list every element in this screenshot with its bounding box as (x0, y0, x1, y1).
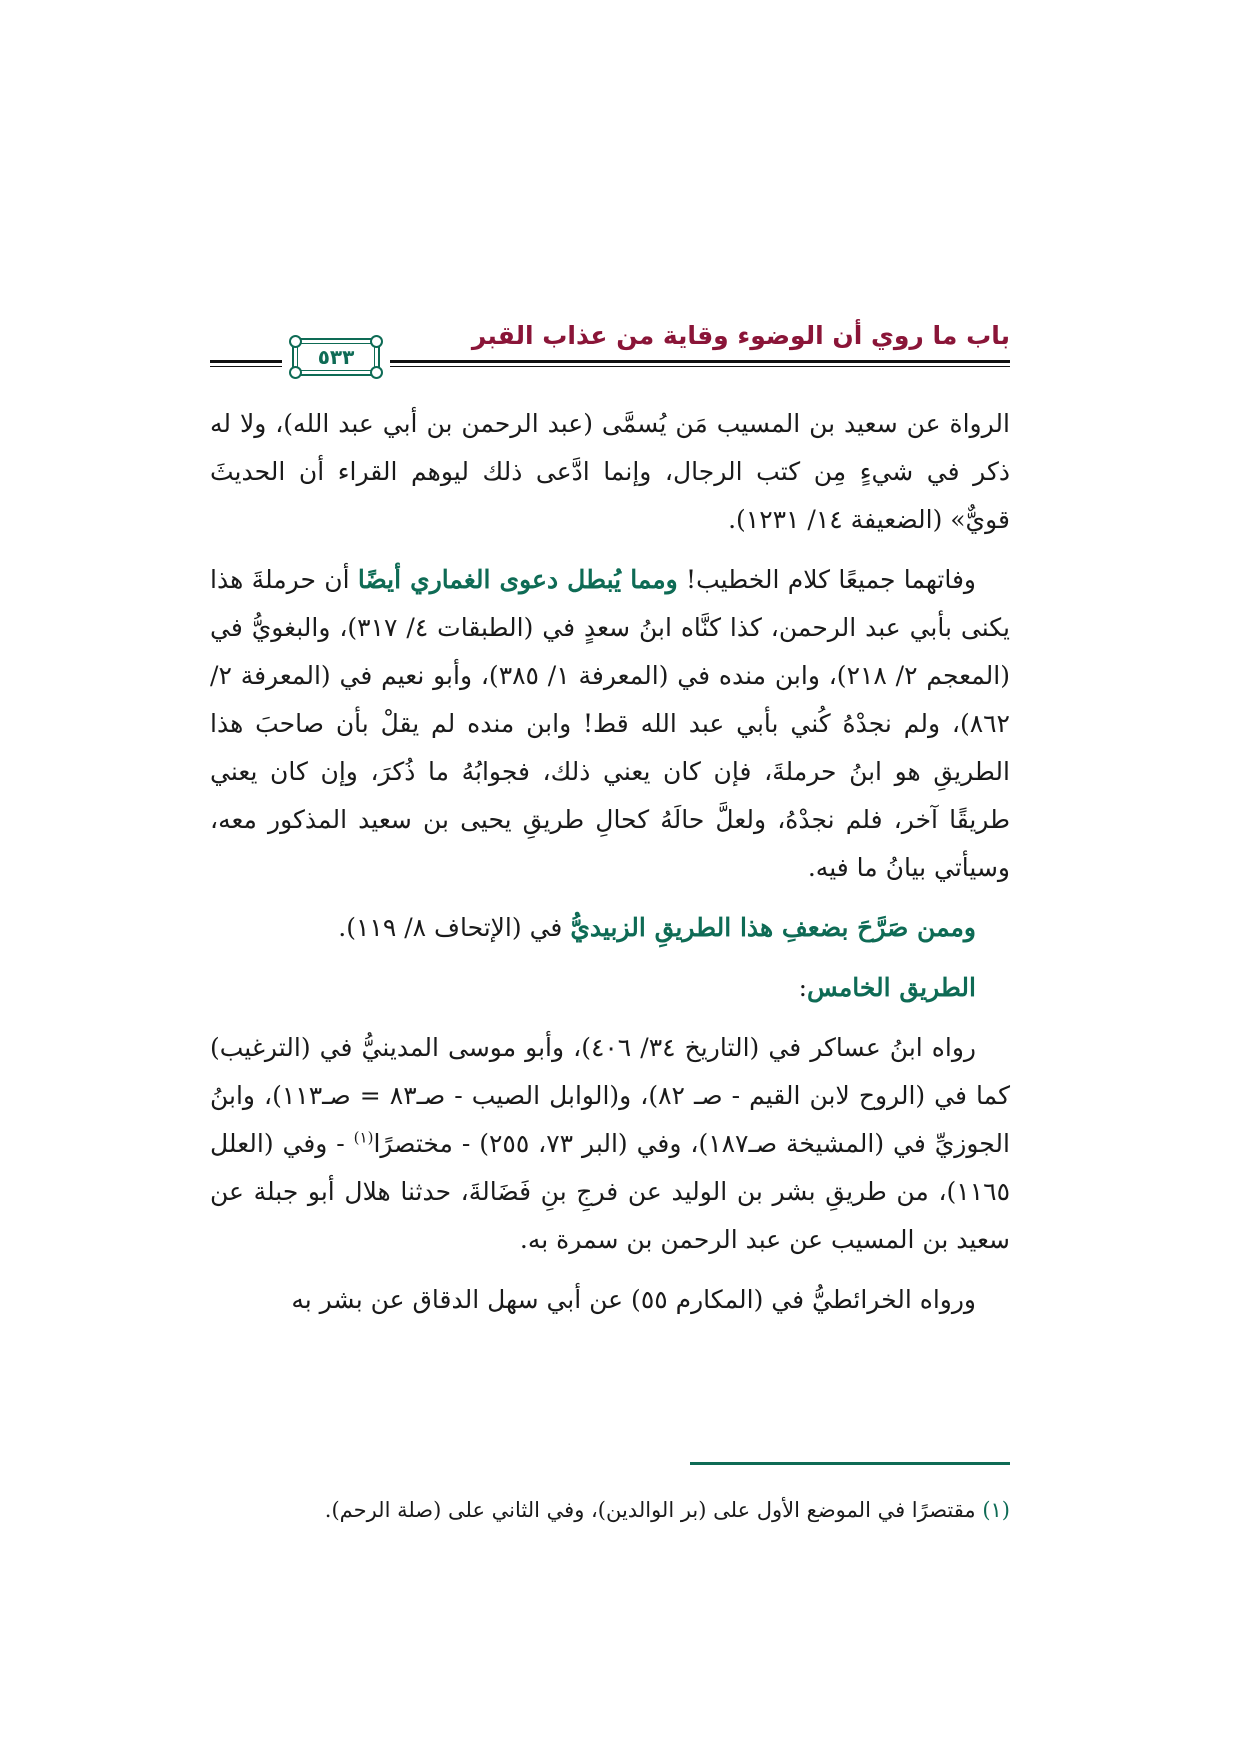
header-rule-right-thin (390, 366, 1010, 367)
page-number: ٥٣٣ (317, 345, 355, 369)
heading-text: الطريق الخامس (807, 973, 976, 1002)
text-span: رواه ابنُ عساكر في (التاريخ ٣٤/ ٤٠٦)، وأبو موسى المدينيُّ في (الترغيب) كما في (الروح لابن القيم - صـ ٨٢)، و(الوابل الصيب - صـ٨٣ = صـ١١٣)، وابنُ الجوزيِّ في (المشيخة صـ١٨٧)، وفي (البر ٧٣، ٢٥٥) - مختصرًا (210, 1033, 1010, 1158)
text-span: في (الإتحاف ٨/ ١١٩). (338, 913, 571, 942)
ornament-corner-icon (370, 366, 383, 379)
ornament-corner-icon (289, 366, 302, 379)
highlighted-text: وممن صَرَّحَ بضعفِ هذا الطريقِ الزبيديُّ (570, 913, 976, 942)
paragraph (210, 904, 1010, 952)
header-rule-right-thick (390, 360, 1010, 363)
footnote (210, 1492, 1010, 1528)
ornament-corner-icon (289, 335, 302, 348)
highlighted-text: ومما يُبطل دعوى الغماري أيضًا (357, 565, 678, 594)
page-header (210, 318, 1010, 388)
main-text (210, 400, 1010, 1336)
ornament-corner-icon (370, 335, 383, 348)
header-rule-left-thin (210, 366, 282, 367)
paragraph (210, 1024, 1010, 1264)
footnote-separator (690, 1462, 1010, 1465)
header-rule-left-thick (210, 360, 282, 363)
page-number-badge (292, 338, 380, 376)
text-span: - وفي (العلل ١١٦٥)، من طريقِ بشر بن الوليد عن فرجِ بنِ فَضَالةَ، حدثنا هلال أبو جبلة عن سعيد بن المسيب عن عبد الرحمن بن سمرة به. (210, 1129, 1010, 1254)
text-span: وفاتهما جميعًا كلام الخطيب! (677, 565, 976, 594)
paragraph (210, 556, 1010, 892)
heading-colon: : (798, 973, 808, 1002)
footnote-text: مقتصرًا في الموضع الأول على (بر الوالدين)، وفي الثاني على (صلة الرحم). (324, 1498, 983, 1522)
chapter-title: باب ما روي أن الوضوء وقاية من عذاب القبر (471, 321, 1010, 350)
paragraph: الرواة عن سعيد بن المسيب مَن يُسمَّى (عبد الرحمن بن أبي عبد الله)، ولا له ذكر في شيءٍ مِن كتب الرجال، وإنما ادَّعى ذلك ليوهم القراء أن الحديثَ قويٌّ» (الضعيفة ١٤/ ١٢٣١). (210, 409, 1010, 534)
footnote-number: (١) (982, 1498, 1010, 1522)
text-span: أن حرملةَ هذا يكنى بأبي عبد الرحمن، كذا كنَّاه ابنُ سعدٍ في (الطبقات ٤/ ٣١٧)، والبغويُّ في (المعجم ٢/ ٢١٨)، وابن منده في (المعرفة ١/ ٣٨٥)، وأبو نعيم في (المعرفة ٢/ ٨٦٢)، ولم نجدْهُ كُني بأبي عبد الله قط! وابن منده لم يقلْ بأن صاحبَ هذا الطريقِ هو ابنُ حرملةَ، فإن كان يعني ذلك، فجوابُهُ ما ذُكرَ، وإن كان يعني طريقًا آخر، فلم نجدْهُ، ولعلَّ حالَهُ كحالِ طريقِ يحيى بن سعيد المذكور معه، وسيأتي بيانُ ما فيه. (210, 565, 1010, 882)
section-heading (210, 964, 1010, 1012)
paragraph: ورواه الخرائطيُّ في (المكارم ٥٥) عن أبي سهل الدقاق عن بشر به (291, 1285, 976, 1314)
footnote-reference[interactable]: (١) (353, 1128, 374, 1147)
